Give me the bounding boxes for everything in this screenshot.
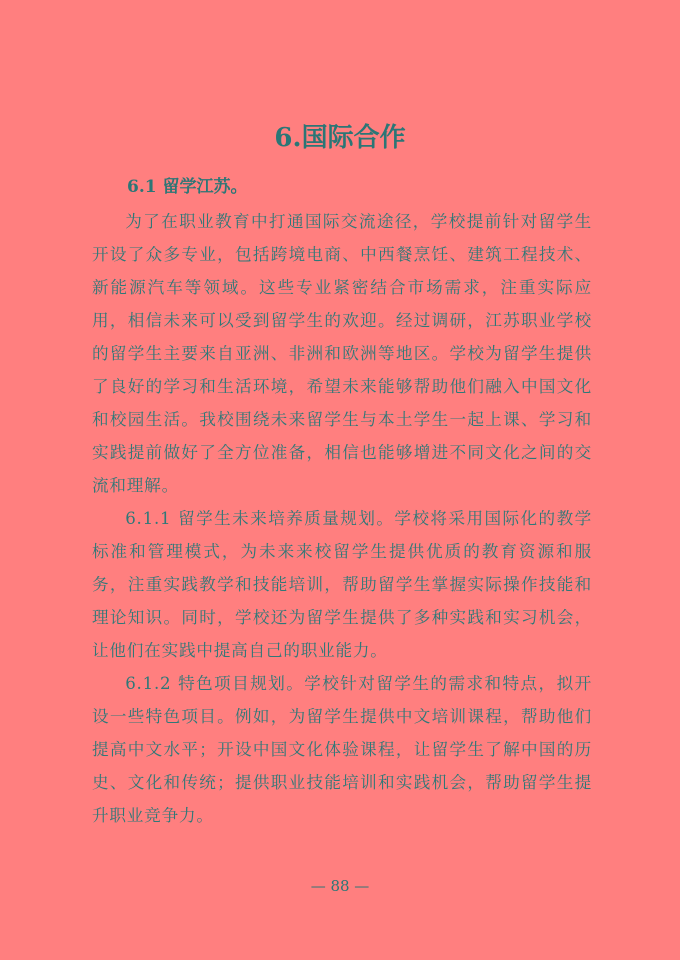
section-title: 6.国际合作: [274, 123, 406, 153]
paragraph: 6.1.2 特色项目规划。学校针对留学生的需求和特点，拟开设一些特色项目。例如，为留学生提供中文培训课程，帮助他们提高中文水平；开设中国文化体验课程，让留学生了解中国的历史、文化和传统；提供职业技能培训和实践机会，帮助留学生提升职业竞争力。: [92, 674, 592, 825]
body-text: [92, 205, 592, 832]
paragraph: 为了在职业教育中打通国际交流途径，学校提前针对留学生开设了众多专业，包括跨境电商、中西餐烹饪、建筑工程技术、新能源汽车等领域。这些专业紧密结合市场需求，注重实际应用，相信未来可以受到留学生的欢迎。经过调研，江苏职业学校的留学生主要来自亚洲、非洲和欧洲等地区。学校为留学生提供了良好的学习和生活环境，希望未来能够帮助他们融入中国文化和校园生活。我校围绕未来留学生与本土学生一起上课、学习和实践提前做好了全方位准备，相信也能够增进不同文化之间的交流和理解。: [92, 212, 592, 495]
page-number: — 88 —: [310, 877, 370, 895]
paragraph: 6.1.1 留学生未来培养质量规划。学校将采用国际化的教学标准和管理模式，为未来来校留学生提供优质的教育资源和服务，注重实践教学和技能培训，帮助留学生掌握实际操作技能和理论知识。同时，学校还为留学生提供了多种实践和实习机会，让他们在实践中提高自己的职业能力。: [92, 509, 592, 660]
subsection-title: 6.1 留学江苏。: [127, 177, 248, 197]
